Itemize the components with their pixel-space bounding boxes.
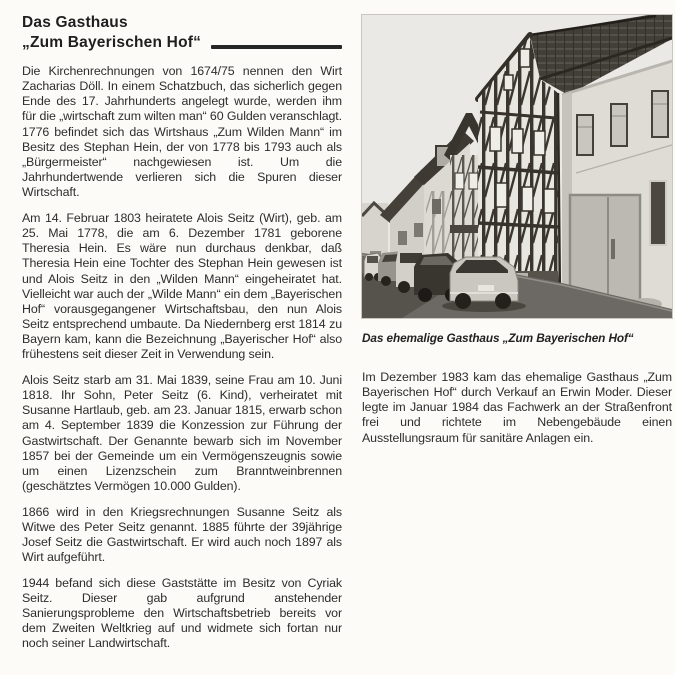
- paragraph: Die Kirchenrechnungen von 1674/75 nennen den Wirt Zacharias Döll. In einem Schatzbuch, das sicherlich gegen Ende des 17. Jahrhunderts angelegt wurde, werden ihm für die „wirtschaft zum wilten man“ 60 Gulden veranschlagt. 1776 befindet sich das Wirtshaus „Zum Wilden Mann“ im Besitz des Stephan Hein, der von 1778 bis 1793 auch als „Bürgermeister“ nachgewiesen ist. Um die Jahrhundertwende verlieren sich die Spuren dieser Wirtschaft.: [22, 64, 342, 200]
- right-column: [362, 15, 672, 456]
- paragraph: 1944 befand sich diese Gaststätte im Besitz von Cyriak Seitz. Dieser gab aufgrund anstehender Sanierungsprobleme den Wirtschaftsbetrieb bereits vor dem Zweiten Weltkrieg auf und widmete sich fortan nur noch seiner Landwirtschaft.: [22, 575, 342, 651]
- street-photo-illustration: [362, 15, 672, 318]
- left-column: [22, 13, 342, 662]
- street-photo: [362, 15, 672, 318]
- page-title: [22, 13, 342, 52]
- paragraph: Alois Seitz starb am 31. Mai 1839, seine Frau am 10. Juni 1818. Ihr Sohn, Peter Seitz (6. Kind), verheiratet mit Susanne Hartlaub, geb. am 23. Januar 1815, erwarb schon am 4. September 1839 die Konzession zur Führung der Gastwirtschaft. Der Genannte bewarb sich im November 1857 bei der Gemeinde um ein Vermögenszeugnis sowie um einen Lizenzschein zum Branntweinbrennen (geschätztes Vermögen 10.000 Gulden).: [22, 372, 342, 494]
- article-body-right: [362, 370, 672, 446]
- paragraph: Im Dezember 1983 kam das ehemalige Gasthaus „Zum Bayerischen Hof“ durch Verkauf an Erwin Moder. Dieser legte im Januar 1984 das Fachwerk an der Straßenfront frei und richtete im Nebengebäude einen Ausstellungsraum für sanitäre Anlagen ein.: [362, 370, 672, 445]
- paragraph: 1866 wird in den Kriegsrechnungen Susanne Seitz als Witwe des Peter Seitz genannt. 1885 führte der 39jährige Josef Seitz die Gastwirtschaft. Er wird auch noch 1897 als Wirt aufgeführt.: [22, 504, 342, 565]
- paragraph: Am 14. Februar 1803 heiratete Alois Seitz (Wirt), geb. am 25. Mai 1778, die am 6. Dezember 1781 geborene Theresia Hein. Es wäre nun durchaus denkbar, daß Theresia Hein eine Tochter des Stephan Hein gewesen ist und Alois Seitz in den „Wilden Mann“ eingeheiratet hat. Vielleicht war auch der „Wilde Mann“ ein dem „Bayerischen Hof“ vorausgegangener Wirtschaftsbau, den nun Alois Seitz entsprechend umbaute. Da Niedernberg erst 1814 zu Bayern kam, kann die Bezeichnung „Bayerischer Hof“ also frühestens seit dieser Zeit in Verwendung sein.: [22, 210, 342, 362]
- article-body-left: [22, 64, 342, 652]
- title-line-1: Das Gasthaus: [22, 14, 128, 31]
- title-line-2-row: [22, 33, 342, 53]
- title-rule: [211, 45, 342, 49]
- photo-caption: Das ehemalige Gasthaus „Zum Bayerischen Hof“: [362, 331, 634, 345]
- title-line-2: „Zum Bayerischen Hof“: [22, 33, 202, 51]
